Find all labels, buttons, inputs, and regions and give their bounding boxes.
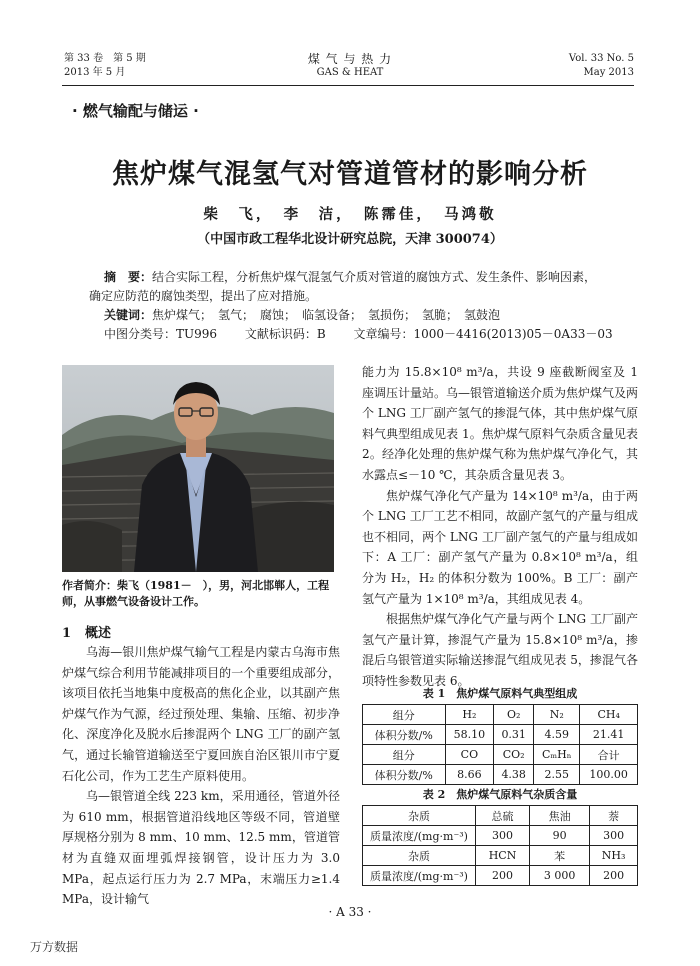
volume-issue: 第 33 卷 第 5 期 xyxy=(64,53,146,64)
table-cell: 焦油 xyxy=(530,806,590,826)
table-row xyxy=(363,765,638,785)
abstract-text-2: 确定应防范的腐蚀类型，提出了应对措施。 xyxy=(89,289,318,303)
abstract xyxy=(104,268,644,287)
article-number: 文章编号：1000－4416(2013)05－0A33－03 xyxy=(353,327,613,341)
table-cell: CO xyxy=(445,745,494,765)
article-title: 焦炉煤气混氢气对管道管材的影响分析 xyxy=(112,159,588,190)
table-cell: 质量浓度/(mg·m⁻³) xyxy=(363,866,476,886)
table-row xyxy=(363,846,638,866)
table-cell: N₂ xyxy=(534,705,580,725)
paragraph: 根据焦炉煤气净化气产量与两个 LNG 工厂副产氢气产量计算，掺混气产量为 15.8×10⁸ m³/a，掺混后乌银管道实际输送掺混气组成见表 5，掺混气各项特性参数见表 6。 xyxy=(362,612,638,688)
table-cell: CH₄ xyxy=(580,705,638,725)
table-cell: 300 xyxy=(590,826,638,846)
clc-number: 中图分类号：TU996 xyxy=(104,327,218,341)
volume-issue-en: Vol. 33 No. 5 xyxy=(568,53,634,64)
issue-date-en: May 2013 xyxy=(583,67,634,78)
table-cell: 组分 xyxy=(363,705,446,725)
header-rule xyxy=(62,85,634,86)
paragraph: 焦炉煤气净化气产量为 14×10⁸ m³/a，由于两个 LNG 工厂工艺不相同，故副产氢气的产量与组成也不相同，两个 LNG 工厂副产氢气的产量与组成如下：A 工厂：副产氢气产量为 0.8×10⁸ m³/a，组分为 H₂，H₂ 的体积分数为 100%。B 工厂：副产氢气产量为 1×10⁸ m³/a，其组成见表 4。 xyxy=(362,488,638,606)
table-cell: 质量浓度/(mg·m⁻³) xyxy=(363,826,476,846)
table-cell: 苯 xyxy=(530,846,590,866)
table-cell: 90 xyxy=(530,826,590,846)
table-cell: 总硫 xyxy=(476,806,530,826)
classification-line xyxy=(104,325,644,344)
page-number: · A 33 · xyxy=(328,905,372,919)
table-cell: NH₃ xyxy=(590,846,638,866)
journal-name-cn: 煤 气 与 热 力 xyxy=(307,52,393,66)
watermark: 万方数据 xyxy=(30,940,79,954)
paragraph: 乌海—银川焦炉煤气输气工程是内蒙古乌海市焦炉煤气综合利用节能减排项目的一个重要组成部分，该项目依托当地集中度极高的焦化企业，以其副产焦炉煤气作为气源，经过预处理、集输、压缩、初步净化、深度净化及脱水后掺混两个 LNG 工厂的副产氢气，通过长输管道输送至宁夏回族自治区银川市宁夏石化公司，作为工艺生产原料使用。 xyxy=(62,645,340,783)
table-cell: 200 xyxy=(476,866,530,886)
table-cell: CO₂ xyxy=(494,745,534,765)
table-cell: HCN xyxy=(476,846,530,866)
table-cell: 萘 xyxy=(590,806,638,826)
table1 xyxy=(362,704,638,785)
table-cell: 体积分数/% xyxy=(363,725,446,745)
affiliation: （中国市政工程华北设计研究总院，天津 300074） xyxy=(197,232,503,247)
journal-name-en: GAS & HEAT xyxy=(316,67,384,78)
paragraph: 能力为 15.8×10⁸ m³/a，共设 9 座截断阀室及 1 座调压计量站。乌—银管道输送介质为焦炉煤气及两个 LNG 工厂副产氢气的掺混气体，其中焦炉煤气原料气典型组成见表 1。焦炉煤气原料气杂质含量见表 2。经净化处理的焦炉煤气称为焦炉煤气净化气，其水露点≤－10 ℃，其杂质含量见表 3。 xyxy=(362,365,639,482)
table-cell: 合计 xyxy=(580,745,638,765)
keywords-text: 焦炉煤气； 氢气； 腐蚀； 临氢设备； 氢损伤； 氢脆； 氢鼓泡 xyxy=(152,308,501,322)
table-cell: 4.38 xyxy=(494,765,534,785)
author-photo xyxy=(62,365,334,572)
author-list: 柴 飞， 李 洁， 陈霈佳， 马鸿敬 xyxy=(203,206,497,223)
section-heading xyxy=(62,622,125,641)
keywords-label: 关键词： xyxy=(104,308,153,322)
paragraph: 乌—银管道全线 223 km，采用通径，管道外径为 610 mm，根据管道沿线地区等级不同，管道壁厚规格分别为 8 mm、10 mm、12.5 mm，管道管材为直缝双面埋弧焊接钢管，设计压力为 3.0 MPa，起点运行压力为 2.7 MPa，末端压力≥1.4 MPa，设计输气 xyxy=(62,789,340,907)
abstract-text-1: 结合实际工程，分析焦炉煤气混氢气介质对管道的腐蚀方式、发生条件、影响因素， xyxy=(152,270,597,284)
table-cell: 体积分数/% xyxy=(363,765,446,785)
table-cell: 4.59 xyxy=(534,725,580,745)
table-row xyxy=(363,725,638,745)
table-cell: 杂质 xyxy=(363,846,476,866)
table-cell: 8.66 xyxy=(445,765,494,785)
section-number: 1 xyxy=(62,626,72,641)
table-cell: 杂质 xyxy=(363,806,476,826)
table-row xyxy=(363,826,638,846)
table-row xyxy=(363,806,638,826)
table2-caption: 表 2 焦炉煤气原料气杂质含量 xyxy=(422,788,578,801)
table2 xyxy=(362,805,638,886)
running-header-right xyxy=(569,52,634,80)
right-column xyxy=(362,362,638,692)
table-cell: 200 xyxy=(590,866,638,886)
table1-caption: 表 1 焦炉煤气原料气典型组成 xyxy=(422,687,578,700)
table-row xyxy=(363,745,638,765)
table-cell: CₘHₙ xyxy=(534,745,580,765)
table-row xyxy=(363,705,638,725)
table-cell: H₂ xyxy=(445,705,494,725)
table-cell: 300 xyxy=(476,826,530,846)
abstract-label: 摘 要： xyxy=(104,270,153,284)
table-cell: O₂ xyxy=(494,705,534,725)
author-note: 作者简介：柴飞（1981－ ），男，河北邯郸人，工程师，从事燃气设备设计工作。 xyxy=(62,579,330,608)
table-cell: 21.41 xyxy=(580,725,638,745)
left-column xyxy=(62,642,340,910)
table-cell: 2.55 xyxy=(534,765,580,785)
document-code: 文献标识码：B xyxy=(244,327,326,341)
section-tag: · 燃气输配与储运 · xyxy=(72,102,199,120)
table-cell: 3 000 xyxy=(530,866,590,886)
table-row xyxy=(363,866,638,886)
section-title: 概述 xyxy=(85,626,112,641)
issue-date: 2013 年 5 月 xyxy=(64,67,126,78)
table-cell: 0.31 xyxy=(494,725,534,745)
keywords xyxy=(104,306,644,325)
table-cell: 100.00 xyxy=(580,765,638,785)
table-cell: 组分 xyxy=(363,745,446,765)
table-cell: 58.10 xyxy=(445,725,494,745)
